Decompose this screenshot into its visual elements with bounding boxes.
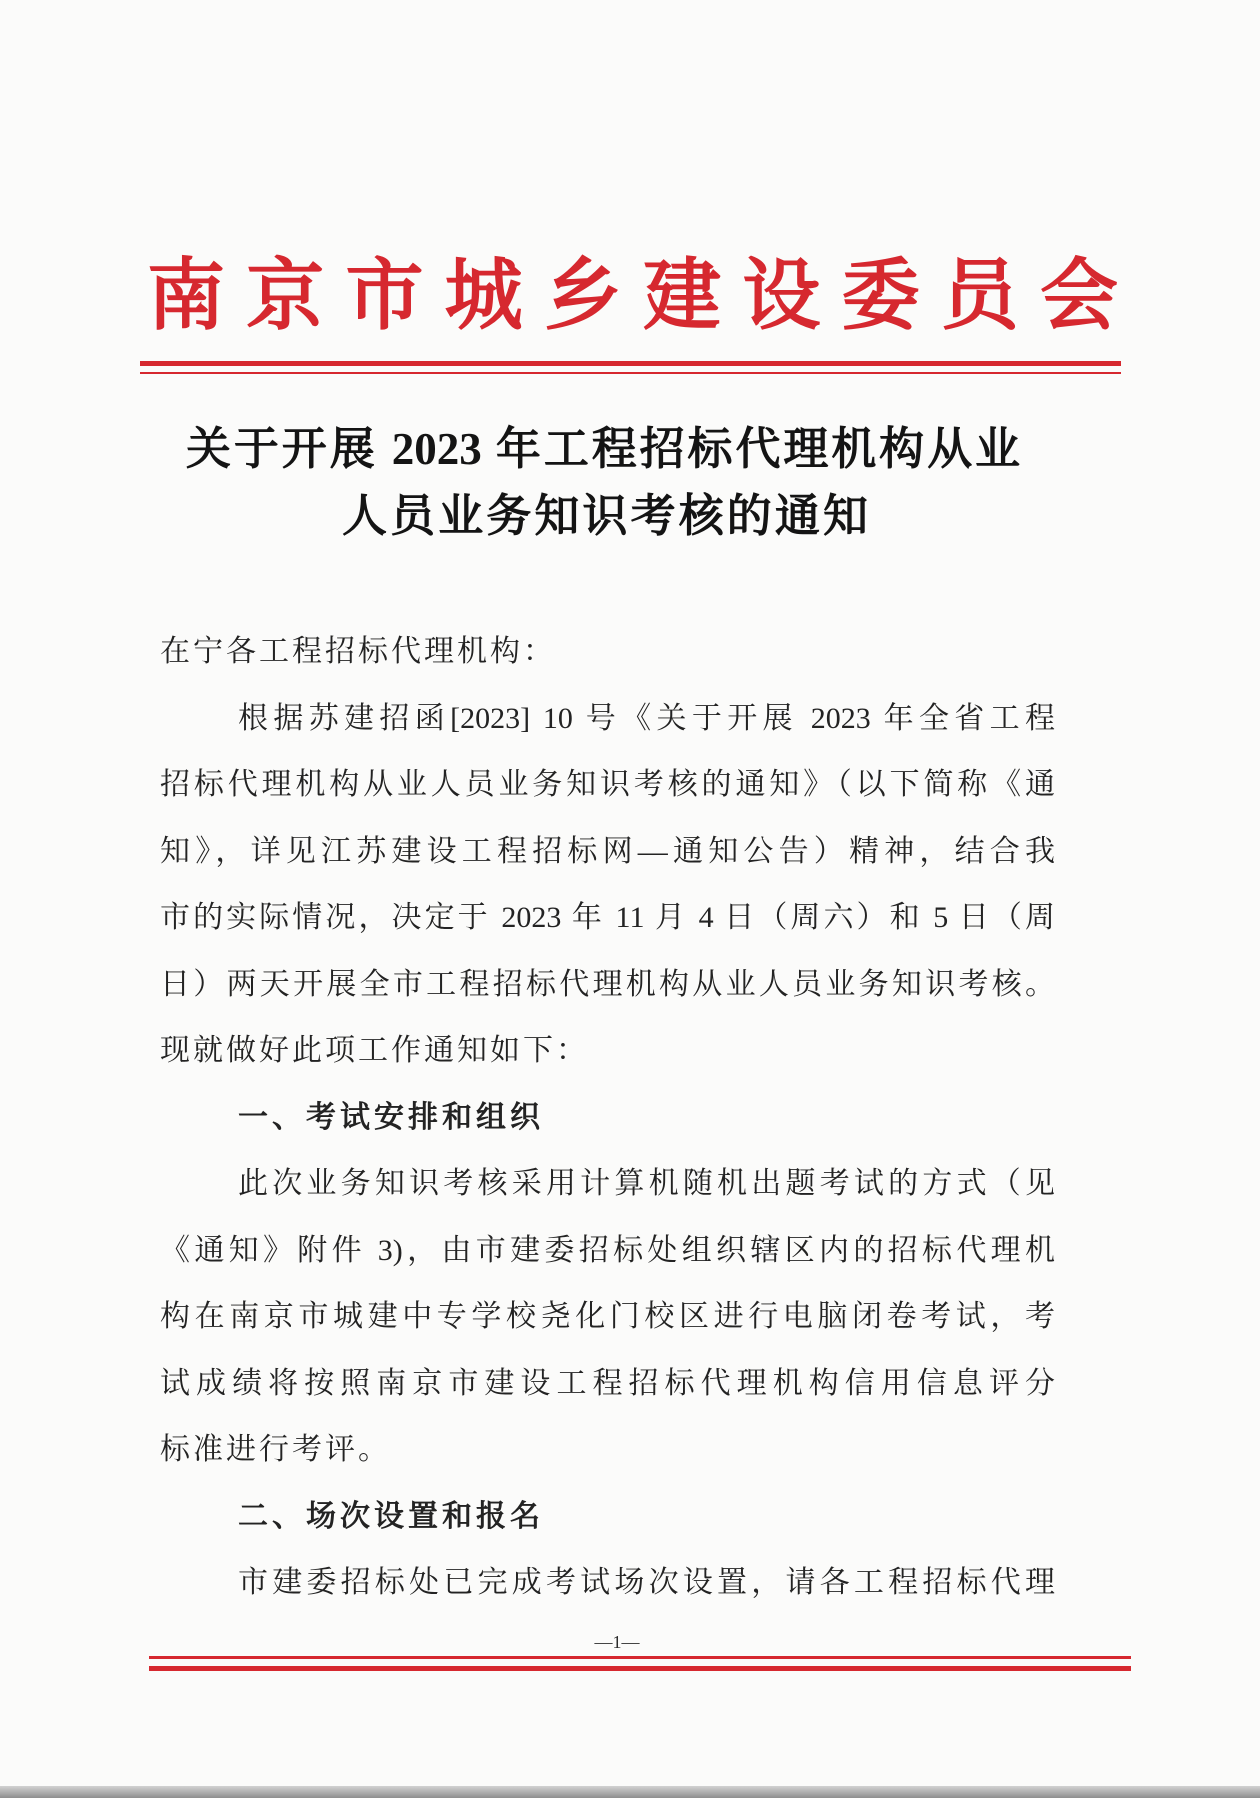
- section-1-line: 《通知》附件 3)，由市建委招标处组织辖区内的招标代理机: [160, 1233, 1055, 1267]
- intro-line: 现就做好此项工作通知如下：: [160, 1034, 589, 1067]
- scan-edge-shadow: [0, 1786, 1260, 1798]
- section-heading-1: 一、考试安排和组织: [238, 1100, 544, 1134]
- title-line-1: 关于开展 2023 年工程招标代理机构从业: [186, 424, 1020, 474]
- section-1-line: 标准进行考评。: [160, 1433, 391, 1466]
- letterhead-rule-thick: [140, 361, 1121, 366]
- intro-line: 根据苏建招函[2023] 10 号《关于开展 2023 年全省工程: [238, 701, 1055, 735]
- letterhead-rule-thin: [140, 372, 1121, 374]
- intro-line: 日）两天开展全市工程招标代理机构从业人员业务知识考核。: [160, 967, 1055, 1001]
- issuer-letterhead: 南京市城乡建设委员会: [147, 250, 1118, 341]
- intro-line: 市的实际情况，决定于 2023 年 11 月 4 日（周六）和 5 日（周: [160, 901, 1055, 934]
- title-line-2: 人员业务知识考核的通知: [342, 491, 868, 541]
- intro-line: 招标代理机构从业人员业务知识考核的通知》（以下简称《通: [160, 768, 1055, 801]
- document-body: [160, 619, 1055, 1617]
- page-number: —1—: [594, 1632, 640, 1652]
- section-1-line: 构在南京市城建中专学校尧化门校区进行电脑闭卷考试，考: [160, 1300, 1055, 1333]
- section-2-line: 市建委招标处已完成考试场次设置，请各工程招标代理: [238, 1566, 1055, 1599]
- section-1-line: 此次业务知识考核采用计算机随机出题考试的方式（见: [238, 1167, 1055, 1200]
- footer-rule-thick: [149, 1666, 1131, 1671]
- intro-line: 知》，详见江苏建设工程招标网—通知公告）精神，结合我: [160, 834, 1055, 868]
- salutation: 在宁各工程招标代理机构：: [160, 635, 556, 668]
- section-heading-2: 二、场次设置和报名: [238, 1499, 544, 1533]
- section-1-line: 试成绩将按照南京市建设工程招标代理机构信用信息评分: [160, 1366, 1055, 1400]
- footer-rule-thin: [149, 1656, 1131, 1659]
